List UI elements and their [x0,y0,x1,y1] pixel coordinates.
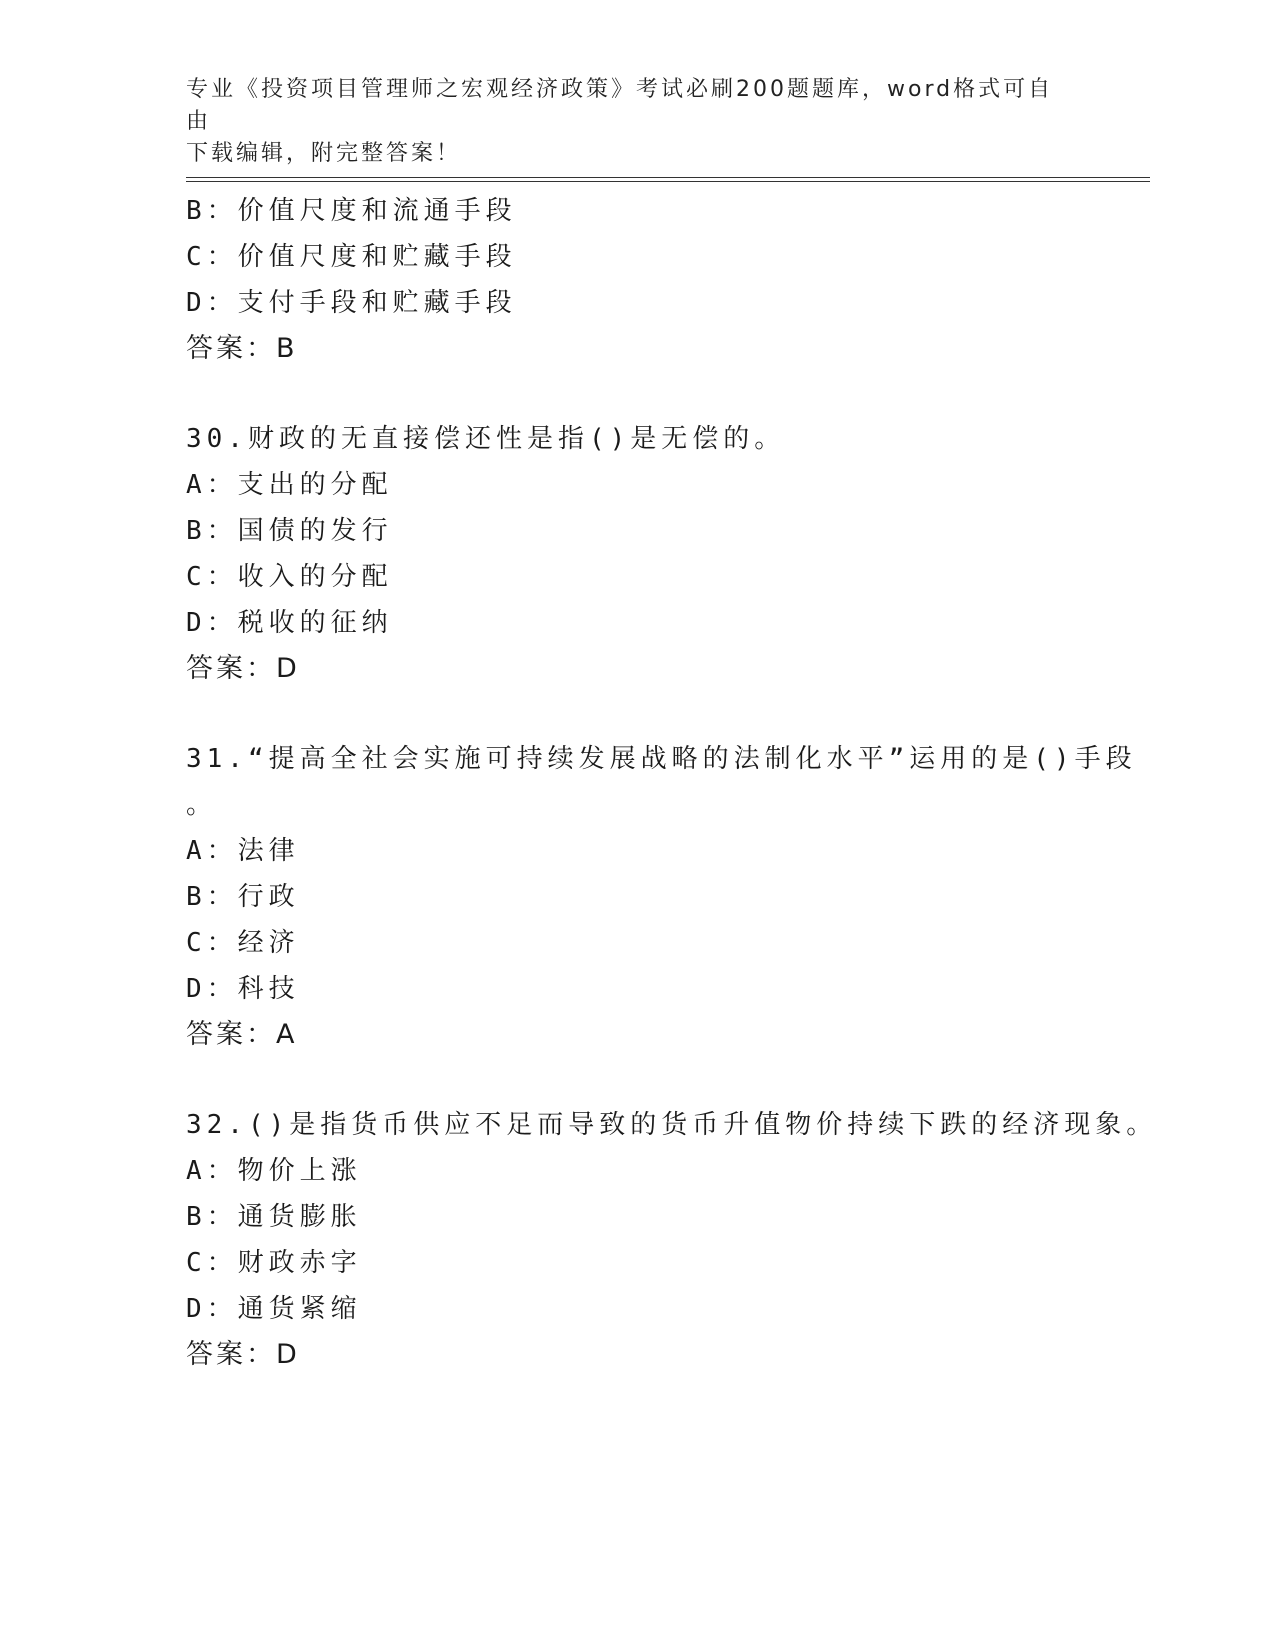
question-stem: 30.财政的无直接偿还性是指()是无偿的。 [186,424,786,454]
question-32 [186,1102,1158,1378]
option-b: B：价值尺度和流通手段 [186,196,517,226]
option-d: D：科技 [186,974,300,1004]
document-body [186,188,1158,1378]
question-stem: 32.()是指货币供应不足而导致的货币升值物价持续下跌的经济现象。 [186,1110,1158,1140]
option-c: C：价值尺度和贮藏手段 [186,242,517,272]
option-c: C：经济 [186,928,300,958]
header-divider-bottom [186,181,1150,182]
option-b: B：国债的发行 [186,516,393,546]
option-a: A：物价上涨 [186,1156,362,1186]
option-d: D：支付手段和贮藏手段 [186,288,517,318]
question-29-continued [186,188,1086,372]
option-a: A：法律 [186,836,300,866]
option-d: D：税收的征纳 [186,608,393,638]
question-31 [186,736,1137,1058]
option-a: A：支出的分配 [186,470,393,500]
option-d: D：通货紧缩 [186,1294,362,1324]
question-stem-continuation: 。 [186,790,213,820]
option-b: B：通货膨胀 [186,1202,362,1232]
option-c: C：收入的分配 [186,562,393,592]
answer: 答案：B [186,333,298,364]
answer: 答案：D [186,1339,300,1370]
header-line-1: 专业《投资项目管理师之宏观经济政策》考试必刷200题题库，word格式可自由 [186,77,1054,134]
document-header [186,74,1066,170]
header-line-2: 下载编辑，附完整答案！ [186,141,462,166]
option-b: B：行政 [186,882,300,912]
answer: 答案：A [186,1019,298,1050]
question-30 [186,416,1086,692]
answer: 答案：D [186,653,300,684]
option-c: C：财政赤字 [186,1248,362,1278]
question-stem: 31.“提高全社会实施可持续发展战略的法制化水平”运用的是()手段 [186,744,1137,774]
header-divider-top [186,177,1150,178]
